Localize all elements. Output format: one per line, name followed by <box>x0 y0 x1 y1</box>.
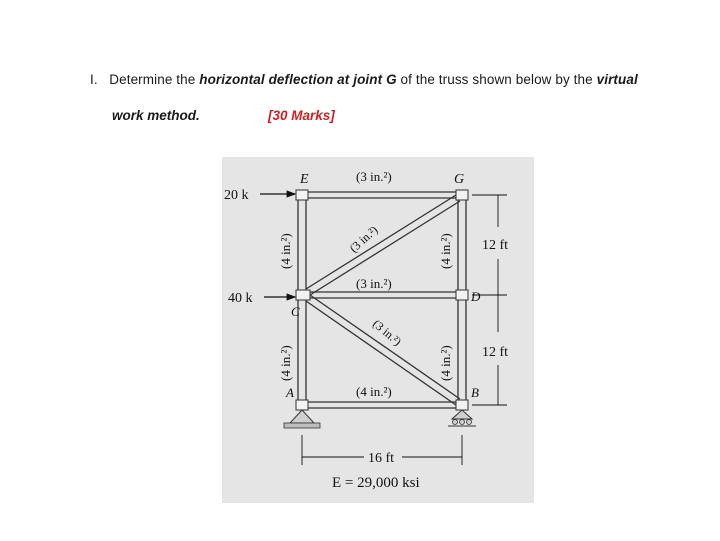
area-upper-diagonal: (3 in.²) <box>346 222 381 256</box>
question-middle: of the truss shown below by the <box>400 72 593 87</box>
area-bottom-chord: (4 in.²) <box>356 384 392 399</box>
question-emphasis: horizontal deflection at joint <box>199 72 383 87</box>
truss-diagram <box>222 157 534 503</box>
node-label-b: B <box>471 385 479 400</box>
joint-b <box>456 400 468 410</box>
area-left-lower: (4 in.²) <box>278 345 293 381</box>
pin-support-a <box>284 410 320 428</box>
joint-c <box>296 290 310 300</box>
area-middle-chord: (3 in.²) <box>356 276 392 291</box>
dimension-lower-height: 12 ft <box>482 345 509 360</box>
truss-figure <box>222 157 534 503</box>
joint-e <box>296 190 308 200</box>
question-text <box>90 72 710 87</box>
dimension-upper-height: 12 ft <box>482 238 509 253</box>
load-label-upper: 20 k <box>224 188 249 203</box>
node-label-a: A <box>286 385 294 400</box>
joint-d <box>456 290 468 300</box>
member-upper-diagonal <box>306 195 456 289</box>
question-number: I. <box>90 72 98 87</box>
roller-support-b <box>448 410 476 426</box>
modulus-label: E = 29,000 ksi <box>332 475 420 491</box>
joint-g <box>456 190 468 200</box>
dimension-width: 16 ft <box>368 451 395 466</box>
area-left-upper: (4 in.²) <box>278 233 293 269</box>
question-joint: G <box>386 72 397 87</box>
question-intro: Determine the <box>109 72 196 87</box>
joint-a <box>296 400 308 410</box>
node-label-g: G <box>454 172 465 187</box>
question-method-cont: work method. <box>112 108 200 123</box>
area-lower-diagonal: (3 in.²) <box>370 316 405 349</box>
question-method: virtual <box>596 72 638 87</box>
node-label-e: E <box>300 172 309 187</box>
load-label-lower: 40 k <box>228 291 253 306</box>
node-label-d: D <box>471 289 481 304</box>
node-label-c: C <box>291 304 300 319</box>
area-right-upper: (4 in.²) <box>438 233 453 269</box>
question-marks: [30 Marks] <box>268 108 335 123</box>
area-top-chord: (3 in.²) <box>356 169 392 184</box>
area-right-lower: (4 in.²) <box>438 345 453 381</box>
